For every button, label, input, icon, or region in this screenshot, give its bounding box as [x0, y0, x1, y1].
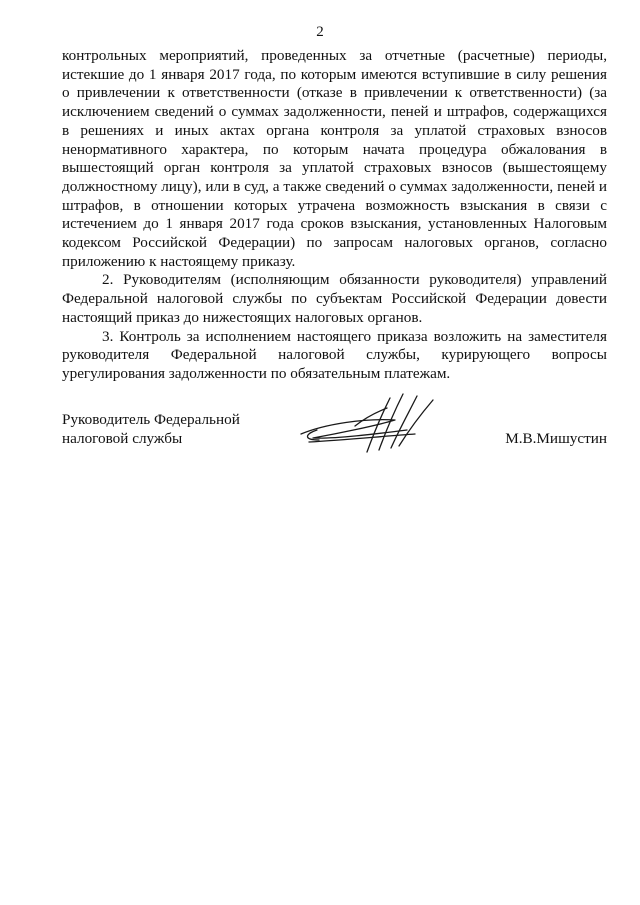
signatory-position-line2: налоговой службы: [62, 429, 183, 447]
paragraph-continuation: контрольных мероприятий, проведенных за отчетные (расчетные) периоды, истекшие до 1 января 2017 года, по которым имеются вступившие в силу решения о привлечении к ответственности (отказе в привлечении к ответственности) (за исключением сведений о суммах задолженности, пеней и штрафов, содержащихся в решениях и иных актах органа контроля за уплатой страховых взносов ненормативного характера, по которым начата процедура обжалования в вышестоящий орган контроля за уплатой страховых взносов (вышестоящему должностному лицу), или в суд, а также сведений о суммах задолженности, пеней и штрафов, в отношении которых утрачена возможность взыскания в связи с истечением до 1 января 2017 года сроков взыскания, установленных Налоговым кодексом Российской Федерации) по запросам налоговых органов, согласно приложению к настоящему приказу.: [62, 47, 607, 270]
document-body: [62, 47, 607, 384]
signatory-name: М.В.Мишустин: [505, 430, 607, 447]
signatory-position-line1: Руководитель Федеральной: [62, 411, 240, 428]
page-number: 2: [316, 24, 324, 40]
paragraph-item-3: 3. Контроль за исполнением настоящего приказа возложить на заместителя руководителя Федеральной налоговой службы, курирующего вопросы урегулирования задолженности по обязательным платежам.: [62, 327, 607, 382]
handwritten-signature: [295, 390, 445, 465]
signatory-position: [62, 411, 240, 448]
paragraph-item-2: 2. Руководителям (исполняющим обязанности руководителя) управлений Федеральной налоговой службы по субъектам Российской Федерации довести настоящий приказ до нижестоящих налоговых органов.: [62, 271, 607, 326]
